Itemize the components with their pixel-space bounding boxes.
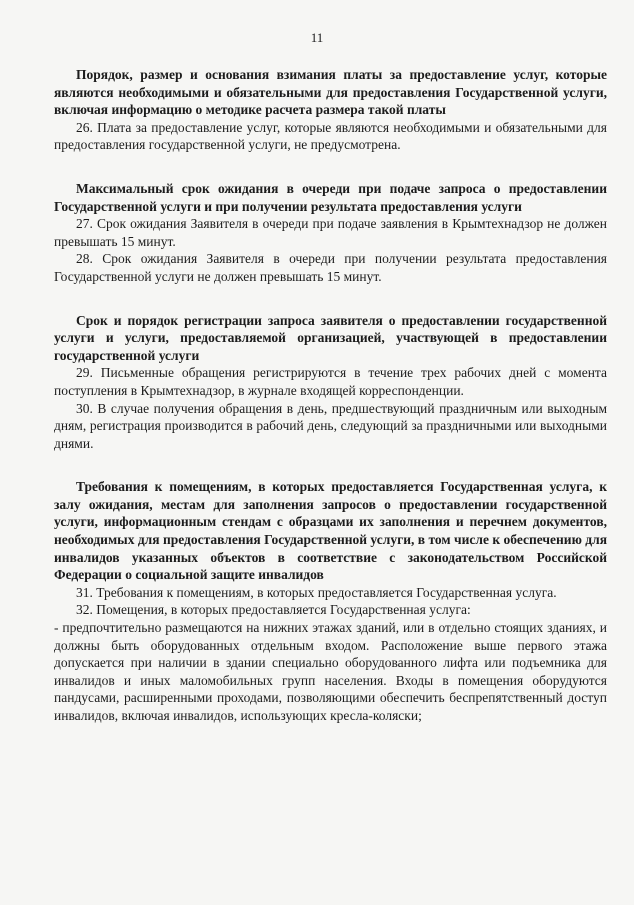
section-heading-queue-time: Максимальный срок ожидания в очереди при подаче запроса о предоставлении Государственной услуги и при получении результата предоставления услуги [54, 180, 607, 214]
section-heading-premises: Требования к помещениям, в которых предоставляется Государственная услуга, к залу ожидания, местам для заполнения запросов о предоставлении государственной услуги, информационным стендам с образцами их заполнения и перечнем документов, необходимых для предоставления Государственной услуги, в том числе к обеспечению для инвалидов указанных объектов в соответствие с законодательством Российской Федерации о социальной защите инвалидов [54, 479, 607, 583]
paragraph-27: 27. Срок ожидания Заявителя в очереди при подаче заявления в Крымтехнадзор не должен превышать 15 минут. [54, 216, 607, 249]
paragraph-29: 29. Письменные обращения регистрируются в течение трех рабочих дней с момента поступления в Крымтехнадзор, в журнале входящей корреспонденции. [54, 365, 607, 398]
paragraph-30: 30. В случае получения обращения в день, предшествующий праздничным или выходным дням, регистрация производится в рабочий день, следующий за праздничными или выходными днями. [54, 400, 607, 451]
page-number: 11 [310, 30, 324, 45]
paragraph-32: 32. Помещения, в которых предоставляется Государственная услуга: [76, 602, 471, 618]
list-item-premises: - предпочтительно размещаются на нижних этажах зданий, или в отдельно стоящих зданиях, и должны быть оборудованных отдельным входом. Расположение выше первого этажа допускается при наличии в здании специально оборудованного лифта или подъемника для инвалидов и иных маломобильных групп населения. Входы в помещения оборудуются пандусами, расширенными проходами, позволяющими обеспечить беспрепятственный доступ инвалидов, включая инвалидов, использующих кресла-коляски; [54, 620, 607, 723]
paragraph-26: 26. Плата за предоставление услуг, которые являются необходимыми и обязательными для предоставления государственной услуги, не предусмотрена. [54, 119, 607, 153]
section-heading-fees: Порядок, размер и основания взимания платы за предоставление услуг, которые являются необходимыми и обязательными для предоставления Государственной услуги, включая информацию о методике расчета размера такой платы [54, 67, 607, 118]
paragraph-28: 28. Срок ожидания Заявителя в очереди при получении результата предоставления Государственной услуги не должен превышать 15 минут. [54, 251, 607, 284]
paragraph-31: 31. Требования к помещениям, в которых предоставляется Государственная услуга. [76, 584, 557, 600]
document-body [54, 66, 607, 725]
section-heading-registration: Срок и порядок регистрации запроса заявителя о предоставлении государственной услуги и услуги, предоставляемой организацией, участвующей в предоставлении государственной услуги [54, 312, 607, 363]
